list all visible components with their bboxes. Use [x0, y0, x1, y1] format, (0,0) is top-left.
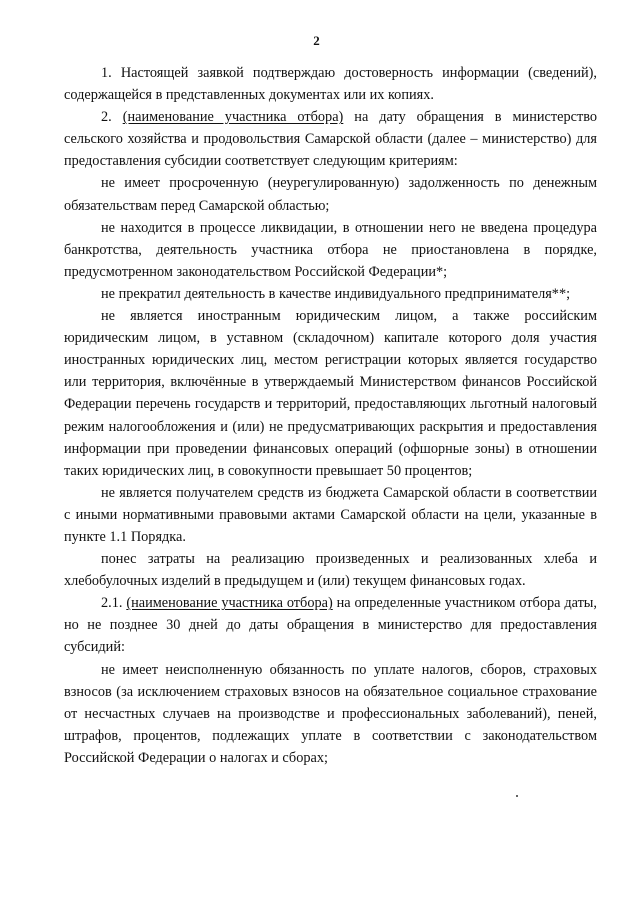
paragraph-2-1-text: на определенные участником отбора даты, но не позднее 30 дней до даты обращения в министерство для предоставления субсидий:: [64, 595, 597, 656]
criterion-no-liquidation: не находится в процессе ликвидации, в отношении него не введена процедура банкротства, деятельность участника отбора не приостановлена в порядке, предусмотренном законодательством Российской Федерации*;: [64, 219, 597, 280]
criterion-no-overdue-debt: не имеет просроченную (неурегулированную) задолженность по денежным обязательствам перед Самарской областью;: [64, 175, 597, 214]
criterion-not-ceased-entrepreneur: не прекратил деятельность в качестве индивидуального предпринимателя**;: [101, 285, 571, 302]
paragraph-2-number: 2.: [101, 109, 123, 126]
paragraph-1: 1. Настоящей заявкой подтверждаю достоверность информации (сведений), содержащейся в представленных документах или их копиях.: [64, 65, 597, 104]
scan-speck: [516, 795, 518, 797]
participant-name-placeholder: (наименование участника отбора): [122, 109, 344, 126]
participant-name-placeholder-2: (наименование участника отбора): [126, 595, 333, 612]
criterion-incurred-costs: понес затраты на реализацию произведенных и реализованных хлеба и хлебобулочных изделий в предыдущем и (или) текущем финансовых годах.: [64, 551, 597, 590]
paragraph-2-text: на дату обращения в министерство сельского хозяйства и продовольствия Самарской области (далее – министерство) для предоставления субсидии соответствует следующим критериям:: [64, 109, 597, 170]
paragraph-2: [64, 106, 597, 172]
criterion-no-tax-arrears: не имеет неисполненную обязанность по уплате налогов, сборов, страховых взносов (за исключением страховых взносов на обязательное социальное страхование от несчастных случаев на производстве и профессиональных заболеваний), пеней, штрафов, процентов, подлежащих уплате в соответствии с законодательством Российской Федерации о налогах и сборах;: [64, 661, 597, 766]
page-number: 2: [313, 33, 320, 48]
paragraph-2-1-number: 2.1.: [101, 595, 127, 612]
paragraph-2-1: [64, 592, 597, 658]
document-body: [64, 62, 597, 769]
criterion-not-foreign-entity: не является иностранным юридическим лицом, а также российским юридическим лицом, в уставном (складочном) капитале которого доля участия иностранных юридических лиц, местом регистрации которых является государство или территория, включённые в утверждаемый Министерством финансов Российской Федерации перечень государств и территорий, предоставляющих льготный налоговый режим налогообложения и (или) не предусматривающих раскрытия и предоставления информации при проведении финансовых операций (офшорные зоны) в отношении таких юридических лиц, в совокупности превышает 50 процентов;: [64, 308, 597, 479]
criterion-not-budget-recipient: не является получателем средств из бюджета Самарской области в соответствии с иными нормативными правовыми актами Самарской области на цели, указанные в пункте 1.1 Порядка.: [64, 484, 597, 545]
